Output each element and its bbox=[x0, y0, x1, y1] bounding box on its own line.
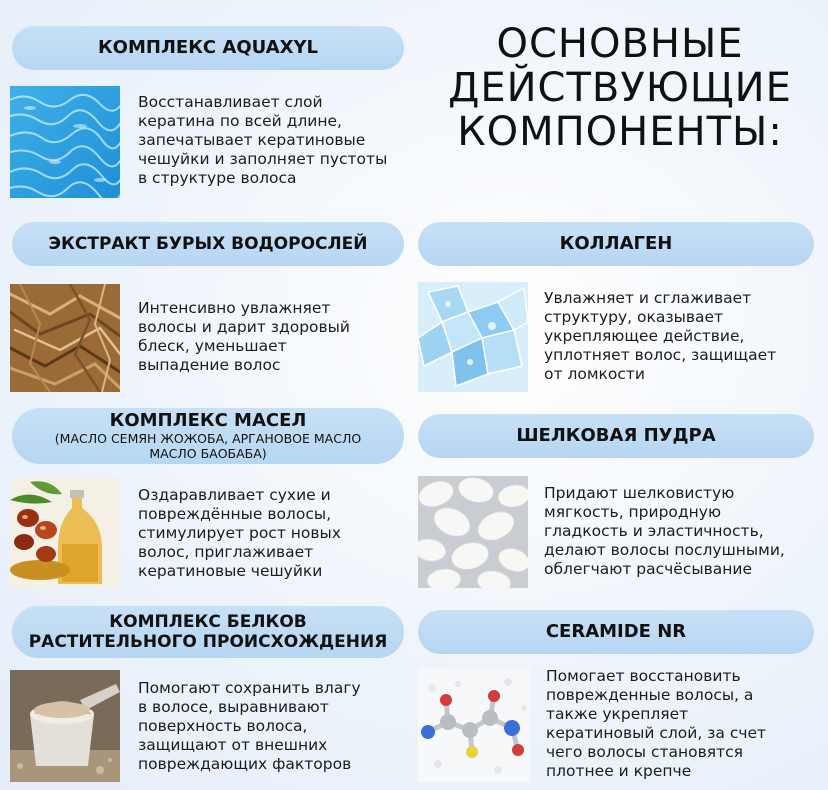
title-line: ОСНОВНЫЕ bbox=[496, 21, 744, 67]
description-line: повреждающих факторов bbox=[138, 755, 352, 773]
card-title: КОМПЛЕКС БЕЛКОВ bbox=[109, 612, 307, 632]
card-subtitle: (МАСЛО СЕМЯН ЖОЖОБА, АРГАНОВОЕ МАСЛО bbox=[54, 431, 362, 446]
description-line: поверхность волоса, bbox=[138, 717, 308, 735]
algae-title-pill bbox=[12, 222, 404, 266]
aquaxyl-description bbox=[138, 93, 387, 188]
description-line: облегчают расчёсывание bbox=[544, 560, 752, 578]
silk-description bbox=[544, 484, 785, 579]
oils-title-pill bbox=[12, 408, 404, 464]
card-title: КОЛЛАГЕН bbox=[559, 233, 673, 254]
description-line: Восстанавливает слой bbox=[138, 93, 323, 111]
collagen-title-pill bbox=[418, 222, 814, 266]
description-line: структуру, оказывает bbox=[544, 308, 724, 326]
description-line: волосы и дарит здоровый bbox=[138, 318, 350, 336]
description-line: гладкость и эластичность, bbox=[544, 522, 764, 540]
description-line: Увлажняет и сглаживает bbox=[544, 289, 752, 307]
card-title: КОМПЛЕКС AQUAXYL bbox=[97, 37, 319, 58]
description-line: укрепляющее действие, bbox=[544, 327, 745, 345]
silk-title-pill bbox=[418, 414, 814, 458]
description-line: в структуре волоса bbox=[138, 169, 297, 187]
description-line: поврежденные волосы, а bbox=[546, 686, 754, 704]
description-line: Оздаравливает сухие и bbox=[138, 486, 331, 504]
description-line: плотнее и крепче bbox=[546, 762, 692, 780]
title-line: ДЕЙСТВУЮЩИЕ bbox=[448, 65, 792, 111]
description-line: уплотняет волос, защищает bbox=[544, 346, 777, 364]
description-line: Интенсивно увлажняет bbox=[138, 299, 331, 317]
ceramide-description bbox=[546, 667, 766, 781]
silk-cocoons-image bbox=[418, 476, 528, 588]
title-line: КОМПОНЕНТЫ: bbox=[457, 109, 783, 155]
card-title: РАСТИТЕЛЬНОГО ПРОИСХОЖДЕНИЯ bbox=[28, 632, 388, 652]
description-line: в волосе, выравнивают bbox=[138, 698, 329, 716]
oils-description bbox=[138, 486, 341, 581]
molecule-model-image bbox=[418, 668, 530, 782]
card-title: CERAMIDE NR bbox=[545, 621, 687, 642]
protein-powder-scoop-image bbox=[10, 670, 120, 782]
ceramide-title-pill bbox=[418, 610, 814, 654]
description-line: делают волосы послушными, bbox=[544, 541, 785, 559]
description-line: Придают шелковистую bbox=[544, 484, 735, 502]
collagen-description bbox=[544, 289, 776, 384]
description-line: блеск, уменьшает bbox=[138, 337, 287, 355]
card-title: ШЕЛКОВАЯ ПУДРА bbox=[516, 425, 716, 446]
card-title: КОМПЛЕКС МАСЕЛ bbox=[109, 410, 307, 431]
aquaxyl-title-pill bbox=[12, 26, 404, 70]
description-line: защищают от внешних bbox=[138, 736, 328, 754]
description-line: запечатывает кератиновые bbox=[138, 131, 366, 149]
algae-description bbox=[138, 299, 350, 375]
card-title: ЭКСТРАКТ БУРЫХ ВОДОРОСЛЕЙ bbox=[48, 234, 368, 254]
jojoba-oil-image bbox=[10, 478, 120, 588]
description-line: повреждённые волосы, bbox=[138, 505, 332, 523]
proteins-description bbox=[138, 679, 361, 774]
description-line: Помогает восстановить bbox=[546, 667, 741, 685]
description-line: мягкость, природную bbox=[544, 503, 721, 521]
ice-crystals-image bbox=[418, 282, 528, 392]
description-line: также укрепляет bbox=[546, 705, 689, 723]
card-subtitle: МАСЛО БАОБАБА) bbox=[149, 446, 267, 461]
description-line: выпадение волос bbox=[138, 356, 281, 374]
proteins-title-pill bbox=[12, 606, 404, 658]
water-ripple-image bbox=[10, 86, 120, 198]
page-title bbox=[430, 22, 810, 154]
description-line: кератина по всей длине, bbox=[138, 112, 342, 130]
description-line: Помогают сохранить влагу bbox=[138, 679, 361, 697]
description-line: кератиновый слой, за счет bbox=[546, 724, 767, 742]
description-line: кератиновые чешуйки bbox=[138, 562, 323, 580]
description-line: чего волосы становятся bbox=[546, 743, 743, 761]
brown-seaweed-image bbox=[10, 284, 120, 392]
description-line: волос, приглаживает bbox=[138, 543, 314, 561]
description-line: чешуйки и заполняет пустоты bbox=[138, 150, 388, 168]
description-line: стимулирует рост новых bbox=[138, 524, 341, 542]
description-line: от ломкости bbox=[544, 365, 645, 383]
